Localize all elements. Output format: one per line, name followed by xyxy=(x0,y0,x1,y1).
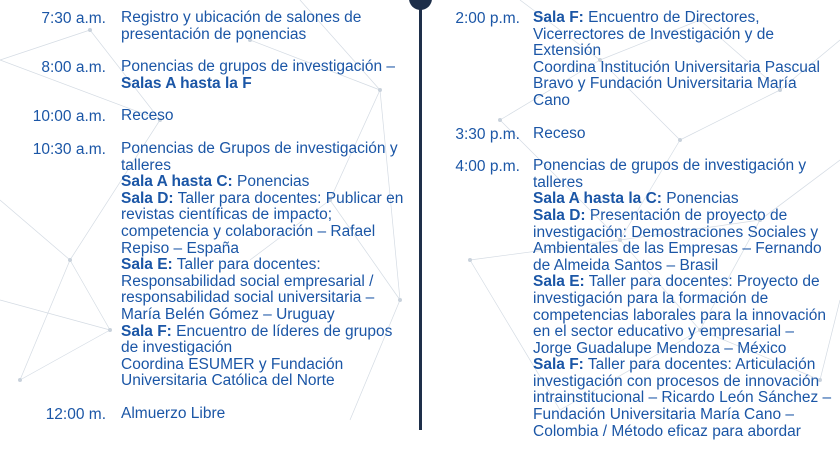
line-text: Almuerzo Libre xyxy=(121,404,226,422)
schedule-line xyxy=(533,208,833,274)
room-label: Sala A hasta la C: xyxy=(533,190,662,208)
schedule-line xyxy=(121,10,406,43)
schedule-line xyxy=(121,59,406,76)
line-text: Ponencias xyxy=(661,190,739,208)
room-label: Sala D: xyxy=(533,206,586,224)
line-text: Coordina Institución Universitaria Pascual Bravo y Fundación Universitaria María Cano xyxy=(533,58,820,109)
schedule-column-right xyxy=(440,10,840,456)
schedule-time: 7:30 a.m. xyxy=(41,10,106,27)
schedule-description xyxy=(121,10,406,43)
schedule-row xyxy=(440,10,840,110)
schedule-time: 10:00 a.m. xyxy=(32,108,106,126)
schedule-time: 2:00 p.m. xyxy=(455,10,520,27)
room-label: Salas A hasta la F xyxy=(121,74,252,92)
line-text: Taller para docentes: Articulación investigación con procesos de innovación intrainstitucional – Ricardo León Sánchez – Fundación Universitaria María Cano – Colombia / Método eficaz para abordar xyxy=(533,356,832,440)
schedule-line xyxy=(121,324,406,357)
schedule-line xyxy=(533,191,833,208)
schedule-line xyxy=(533,274,833,357)
schedule-line xyxy=(121,141,406,174)
line-text: Presentación de proyecto de investigación: Demostraciones Sociales y Ambientales de las Empresas – Fernando de Almeida Santos – Brasil xyxy=(533,206,822,274)
schedule-time: 12:00 m. xyxy=(45,405,106,423)
schedule-line xyxy=(121,174,406,191)
schedule-time: 8:00 a.m. xyxy=(41,59,106,77)
schedule-description xyxy=(121,406,406,423)
schedule-row xyxy=(0,59,410,92)
schedule-line xyxy=(121,76,406,93)
schedule-line xyxy=(533,357,833,440)
schedule-time: 3:30 p.m. xyxy=(455,125,520,143)
schedule-line xyxy=(121,257,406,323)
schedule-time: 10:30 a.m. xyxy=(32,140,106,158)
schedule-description xyxy=(121,108,406,125)
line-text: Encuentro de Directores, Vicerrectores de Investigación y de Extensión xyxy=(533,9,774,60)
schedule-row xyxy=(0,10,410,43)
schedule-row xyxy=(0,108,410,125)
line-text: Ponencias xyxy=(232,173,310,191)
schedule-line xyxy=(121,357,406,390)
schedule-line xyxy=(121,191,406,257)
room-label: Sala A hasta C: xyxy=(121,173,233,191)
schedule-line xyxy=(533,60,833,110)
schedule-line xyxy=(533,126,833,143)
schedule-row xyxy=(0,406,410,423)
line-text: Ponencias de Grupos de investigación y talleres xyxy=(121,139,398,174)
room-label: Sala D: xyxy=(121,189,174,207)
room-label: Sala F: xyxy=(533,356,584,374)
schedule-description xyxy=(121,59,406,92)
schedule-row xyxy=(440,158,840,440)
line-text: Taller para docentes: Responsabilidad social empresarial / responsabilidad social universitaria – María Belén Gómez – Uruguay xyxy=(121,256,375,323)
room-label: Sala E: xyxy=(121,256,173,274)
schedule-line xyxy=(121,108,406,125)
timeline-line xyxy=(419,0,422,430)
schedule-time: 4:00 p.m. xyxy=(455,158,520,176)
line-text: Receso xyxy=(121,107,174,125)
line-text: Ponencias de grupos de investigación – xyxy=(121,58,396,76)
room-label: Sala F: xyxy=(533,9,584,26)
schedule-line xyxy=(533,158,833,191)
line-text: Taller para docentes: Publicar en revistas científicas de impacto; competencia y colaboración – Rafael Repiso – España xyxy=(121,189,404,257)
schedule-description xyxy=(533,10,833,110)
room-label: Sala E: xyxy=(533,273,585,291)
room-label: Sala F: xyxy=(121,322,172,340)
schedule-line xyxy=(121,406,406,423)
schedule-column-left xyxy=(0,10,410,438)
line-text: Taller para docentes: Proyecto de investigación para la formación de competencias laborales para la innovación en el sector educativo y empresarial – Jorge Guadalupe Mendoza – México xyxy=(533,273,826,357)
schedule-description xyxy=(533,158,833,440)
line-text: Ponencias de grupos de investigación y talleres xyxy=(533,157,807,191)
schedule-row xyxy=(440,126,840,143)
line-text: Receso xyxy=(533,124,586,142)
line-text: Encuentro de líderes de grupos de investigación xyxy=(121,322,393,357)
schedule-description xyxy=(121,141,406,390)
line-text: Coordina ESUMER y Fundación Universitaria Católica del Norte xyxy=(121,355,344,390)
line-text: Registro y ubicación de salones de presentación de ponencias xyxy=(121,9,362,43)
schedule-line xyxy=(533,10,833,60)
schedule-description xyxy=(533,126,833,143)
schedule-row xyxy=(0,141,410,390)
